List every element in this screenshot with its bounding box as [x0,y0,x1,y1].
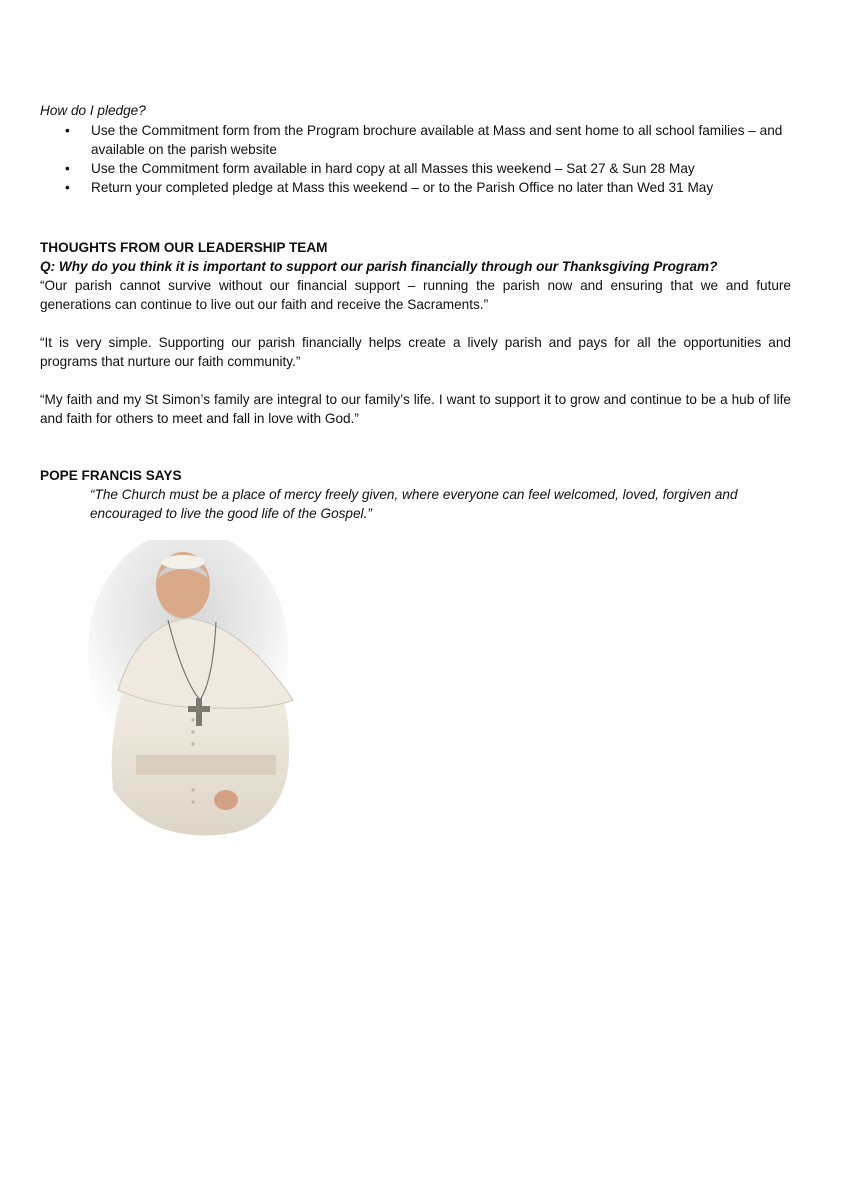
pope-heading: POPE FRANCIS SAYS [40,468,182,483]
leadership-quote-2: “It is very simple. Supporting our parish financially helps create a lively parish and pays for all the opportunities and programs that nurture our faith community.” [40,335,791,369]
pope-francis-photo [88,540,303,840]
leadership-quote-3: “My faith and my St Simon’s family are integral to our family’s life. I want to support it to grow and continue to be a hub of life and faith for others to meet and fall in love with God.” [40,392,791,426]
bullet-icon: • [65,161,70,176]
leadership-quote-1: “Our parish cannot survive without our financial support – running the parish now and ensuring that we and future generations can continue to live out our faith and receive the Sacraments.” [40,278,791,312]
list-item [40,121,800,159]
bullet-icon: • [65,180,70,195]
pledge-bullet-text: Use the Commitment form available in hard copy at all Masses this weekend – Sat 27 & Sun 28 May [91,161,695,176]
leadership-section [40,238,791,276]
pledge-question: How do I pledge? [40,103,146,118]
pledge-bullet-list [40,121,800,197]
list-item [40,178,800,197]
pledge-bullet-text: Return your completed pledge at Mass this weekend – or to the Parish Office no later than Wed 31 May [91,180,714,195]
list-item [40,159,800,178]
pledge-bullet-text: Use the Commitment form from the Program brochure available at Mass and sent home to all school families – and available on the parish website [91,123,783,157]
leadership-heading: THOUGHTS FROM OUR LEADERSHIP TEAM [40,240,328,255]
pope-quote: “The Church must be a place of mercy freely given, where everyone can feel welcomed, loved, forgiven and encouraged to live the good life of the Gospel.” [90,487,738,521]
leadership-question: Q: Why do you think it is important to support our parish financially through our Thanksgiving Program? [40,259,718,274]
bullet-icon: • [65,123,70,138]
